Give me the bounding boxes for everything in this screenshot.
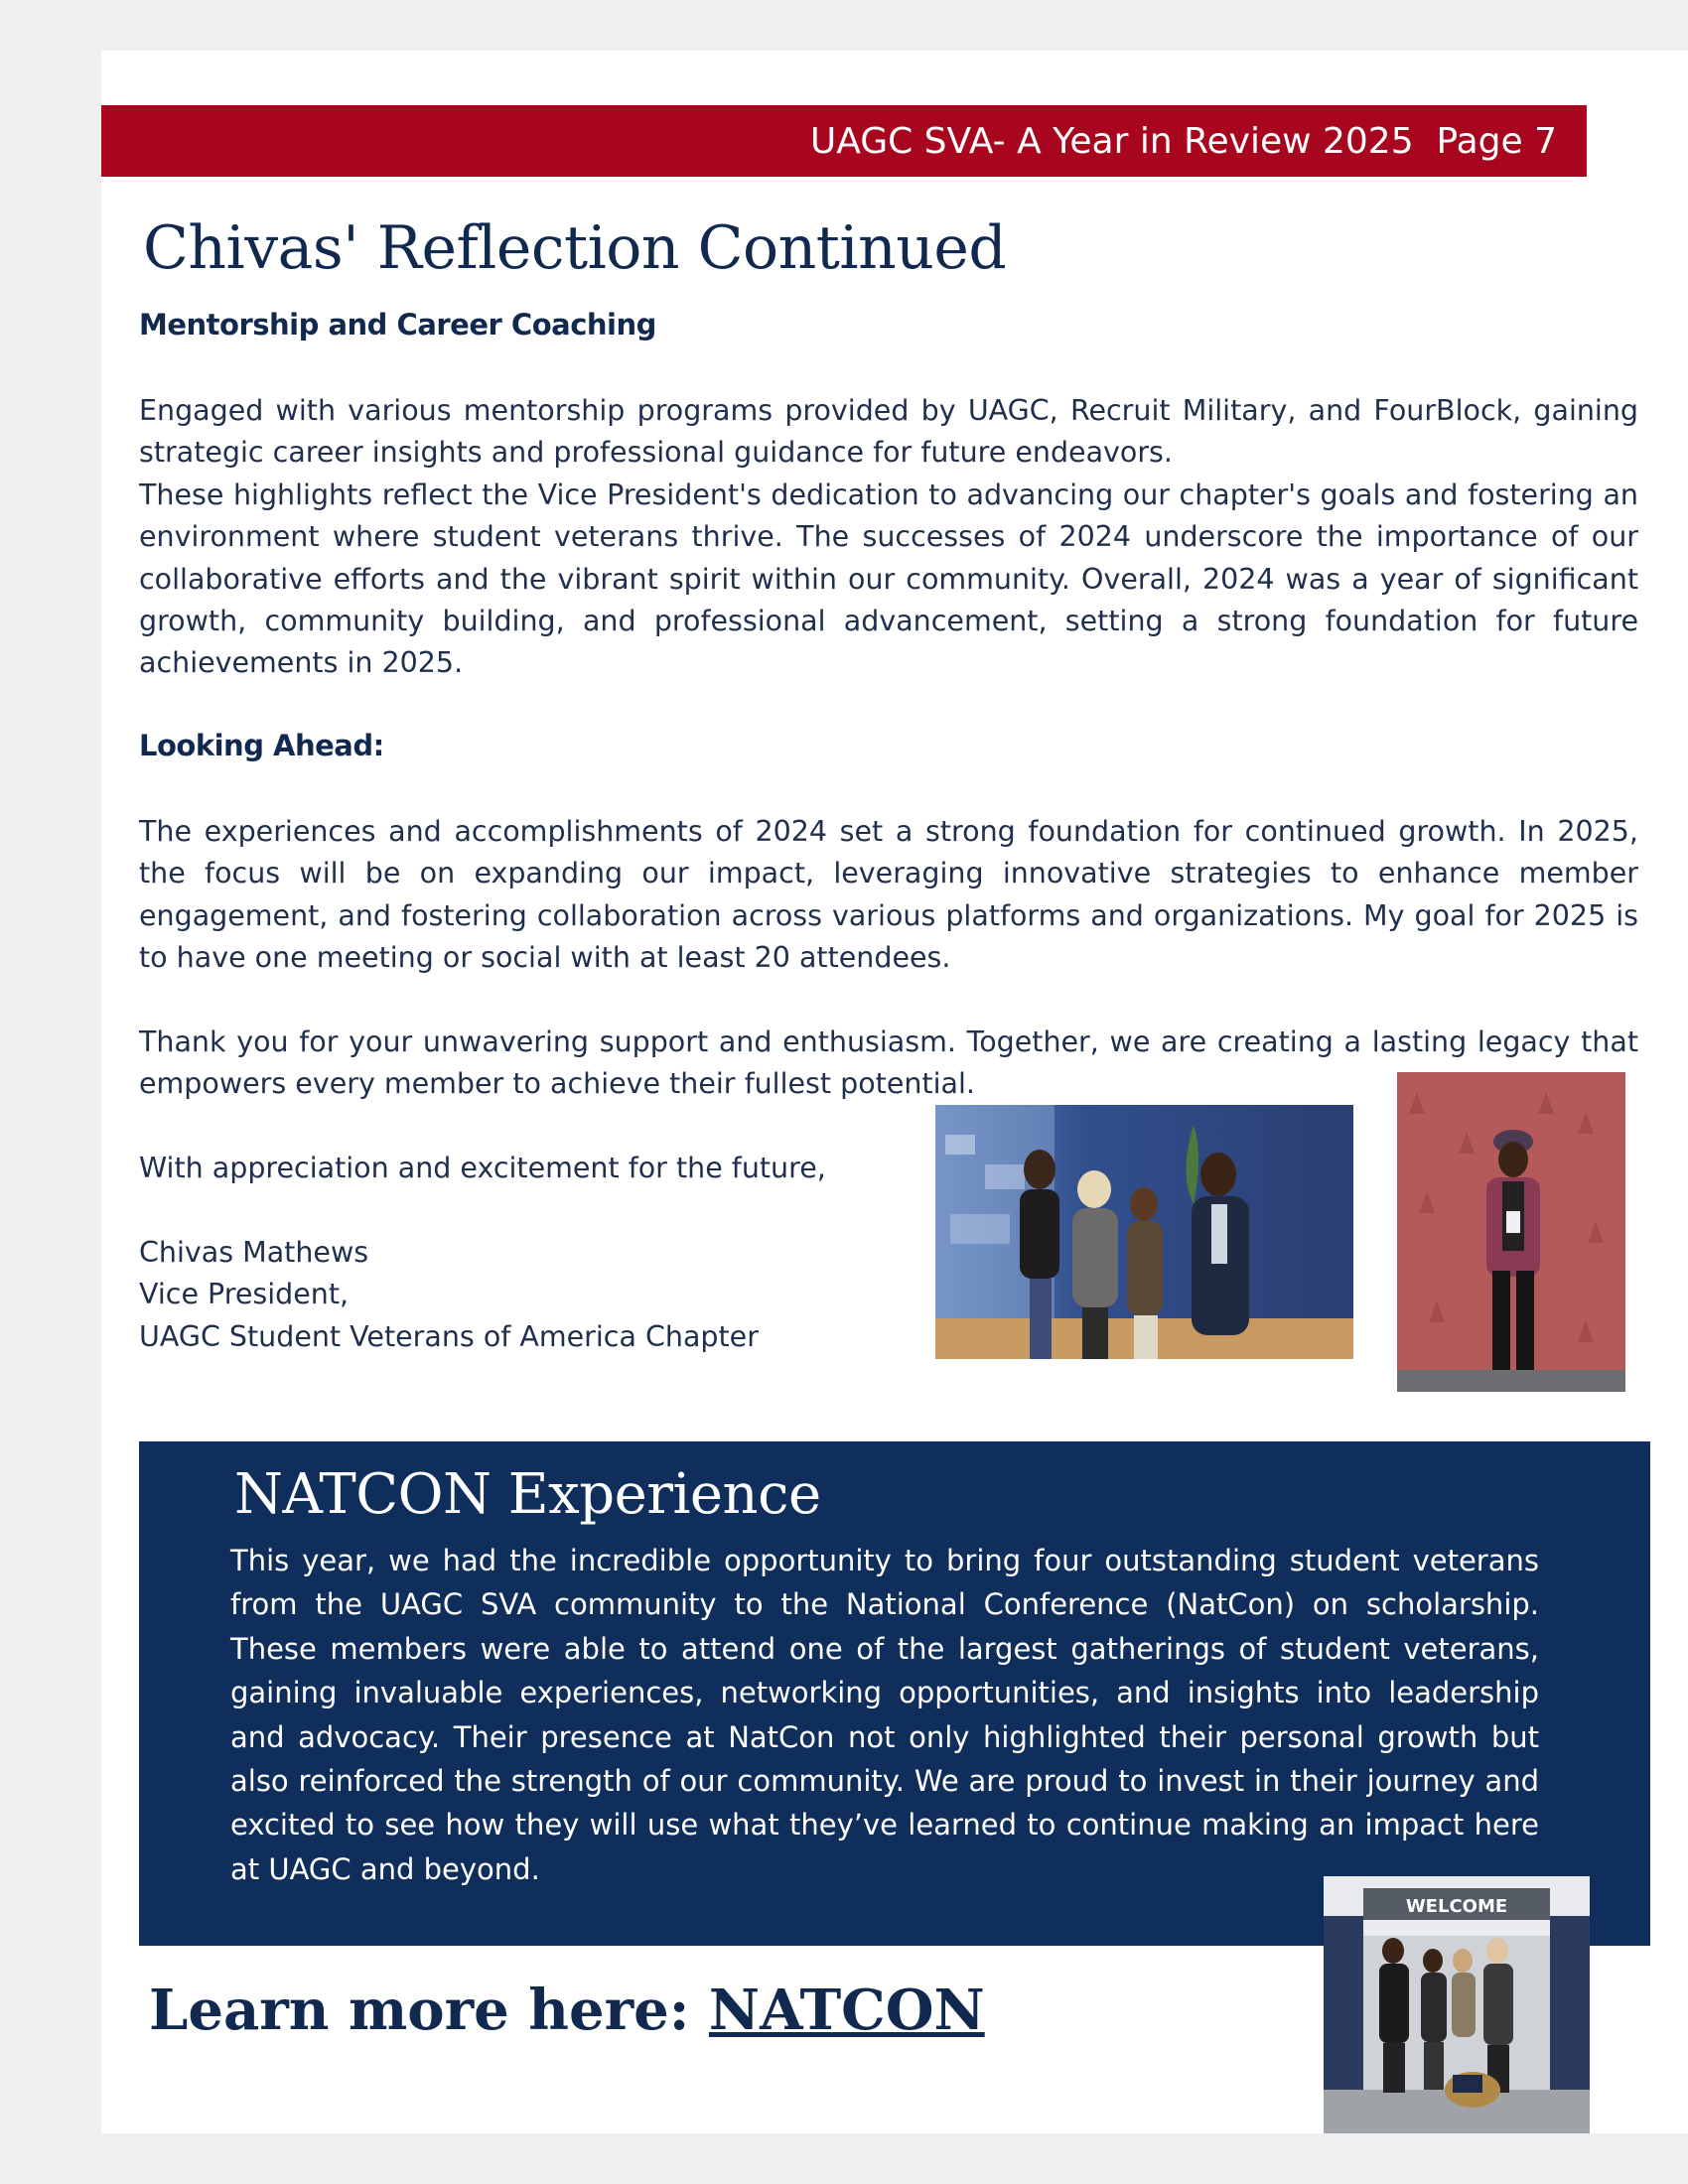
- signature-org: UAGC Student Veterans of America Chapter: [139, 1320, 759, 1353]
- reflection-title: Chivas' Reflection Continued: [143, 213, 1007, 283]
- learn-more-line: [149, 1978, 985, 2043]
- mentorship-paragraph: [139, 390, 1638, 685]
- looking-ahead-paragraph: The experiences and accomplishments of 2024 set a strong foundation for continued growth. In 2025, the focus will be on expanding our impact, leveraging innovative strategies to enhance member engagement, and fostering collaboration across various platforms and organizations. My goal for 2025 is to have one meeting or social with at least 20 attendees.: [139, 815, 1638, 975]
- closing-line: With appreciation and excitement for the future,: [139, 1152, 826, 1184]
- thanks-paragraph: Thank you for your unwavering support and enthusiasm. Together, we are creating a lasting legacy that empowers every member to achieve their fullest potential.: [139, 1025, 1638, 1101]
- mentorship-text: Engaged with various mentorship programs provided by UAGC, Recruit Military, and FourBlock, gaining strategic career insights and professional guidance for future endeavors.: [139, 394, 1638, 470]
- looking-ahead-heading: Looking Ahead:: [139, 729, 384, 762]
- natcon-link[interactable]: NATCON: [708, 1978, 985, 2043]
- learn-more-prefix: Learn more here:: [149, 1978, 709, 2043]
- page-header-text: UAGC SVA- A Year in Review 2025 Page 7: [809, 120, 1557, 162]
- signature-title: Vice President,: [139, 1278, 350, 1310]
- page-header-bar: [101, 105, 1587, 177]
- natcon-paragraph: This year, we had the incredible opportunity to bring four outstanding student veterans from the UAGC SVA community to the National Conference (NatCon) on scholarship. These members were able to attend one of the largest gatherings of student veterans, gaining invaluable experiences, networking opportunities, and insights into leadership and advocacy. Their presence at NatCon not only highlighted their personal growth but also reinforced the strength of our community. We are proud to invest in their journey and excited to see how they will use what they’ve learned to continue making an impact here at UAGC and beyond.: [230, 1544, 1539, 1886]
- group-photo: [935, 1105, 1353, 1359]
- mentorship-heading: Mentorship and Career Coaching: [139, 308, 656, 341]
- signature-name: Chivas Mathews: [139, 1236, 369, 1269]
- natcon-title: NATCON Experience: [234, 1462, 821, 1527]
- portrait-photo: [1397, 1072, 1625, 1392]
- highlights-text: These highlights reflect the Vice President's dedication to advancing our chapter's goals and fostering an environment where student veterans thrive. The successes of 2024 underscore the importance of our collaborative efforts and the vibrant spirit within our community. Overall, 2024 was a year of significant growth, community building, and professional advancement, setting a strong foundation for future achievements in 2025.: [139, 478, 1638, 680]
- natcon-welcome-photo: [1324, 1876, 1590, 2133]
- welcome-sign-text: WELCOME: [1405, 1896, 1508, 1917]
